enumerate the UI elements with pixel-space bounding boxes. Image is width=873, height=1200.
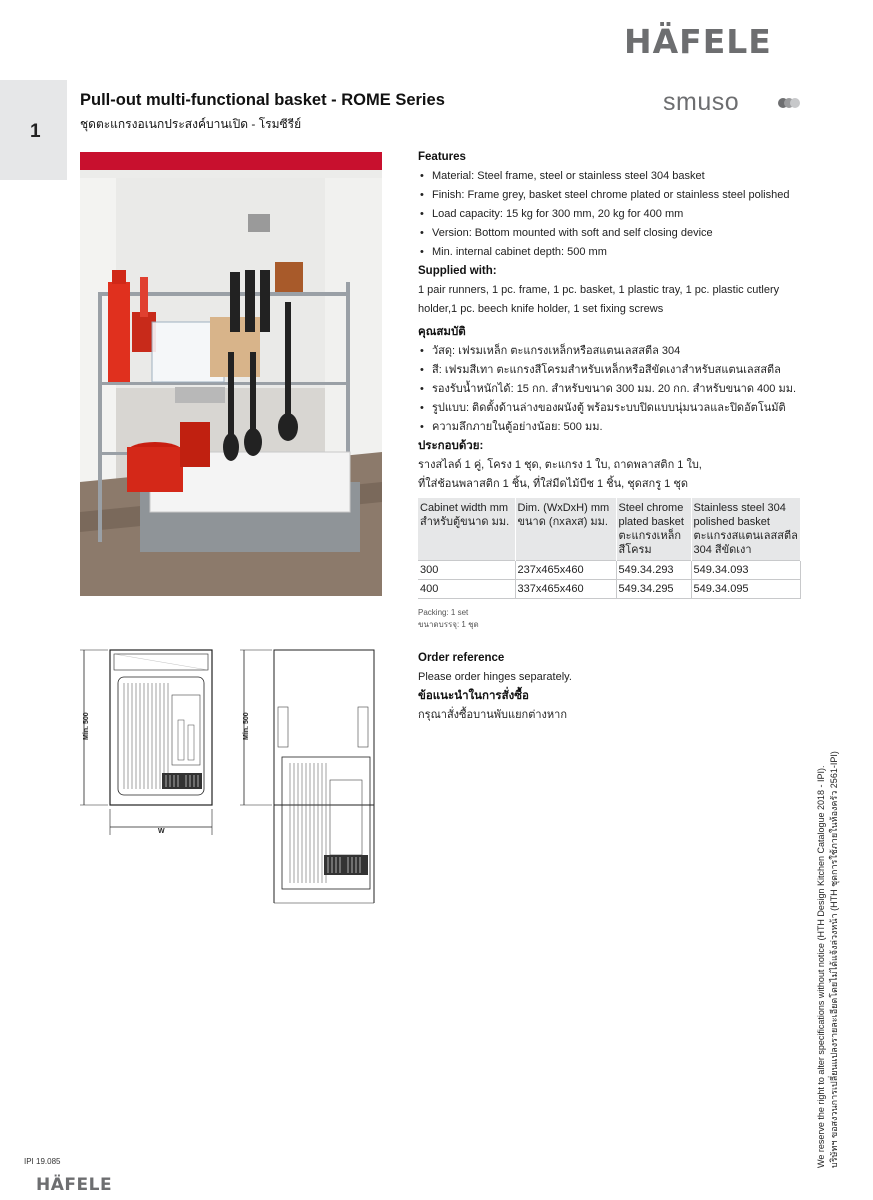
table-header-row <box>418 498 801 561</box>
order-text: Please order hinges separately. <box>418 671 572 683</box>
smuso-logo-dots-icon <box>778 95 802 111</box>
header-line: plated basket <box>618 516 684 528</box>
packing-note <box>418 607 479 631</box>
header-line: สีโครม <box>618 544 652 556</box>
features-heading-th: คุณสมบัติ <box>418 326 466 338</box>
feature-item: • Min. internal cabinet depth: 500 mm <box>418 243 818 262</box>
feature-item-th: • สี: เฟรมสีเทา ตะแกรงสีโครมสำหรับเหล็กหรือสีขัดเงาสำหรับสแตนเลสสตีล <box>418 361 818 380</box>
packing-en: Packing: 1 set <box>418 608 469 617</box>
features-section-th <box>418 323 818 494</box>
table-cell: 549.34.093 <box>691 561 801 580</box>
order-heading: Order reference <box>418 652 505 664</box>
feature-item: • Finish: Frame grey, basket steel chrome plated or stainless steel polished <box>418 186 818 205</box>
hafele-footer-logo: HÄFELE <box>36 1175 113 1195</box>
table-header-cell <box>616 498 691 561</box>
feature-item-th: • รูปแบบ: ติดตั้งด้านล่างของผนังตู้ พร้อมระบบปิดแบบนุ่มนวลและปิดอัตโนมัติ <box>418 399 818 418</box>
supplied-text-th: ที่ใส่ช้อนพลาสติก 1 ชิ้น, ที่ใส่มีดไม้บีช 1 ชิ้น, ชุดสกรู 1 ชุด <box>418 478 688 490</box>
header-line: ตะแกรงเหล็ก <box>618 530 681 542</box>
table-header-cell <box>418 498 515 561</box>
feature-item-th: • วัสดุ: เฟรมเหล็ก ตะแกรงเหล็กหรือสแตนเลสสตีล 304 <box>418 342 818 361</box>
header-line: Stainless steel 304 <box>693 502 786 514</box>
min-height-label: Min. 500 <box>243 712 250 740</box>
chapter-number: 1 <box>30 121 41 142</box>
feature-item: • Version: Bottom mounted with soft and self closing device <box>418 224 818 243</box>
order-heading-th: ข้อแนะนำในการสั่งซื้อ <box>418 690 529 702</box>
disclaimer-th: บริษัทฯ ขอสงวนการเปลี่ยนแปลงรายละเอียดโดยไม่ได้แจ้งล่วงหน้า (HTH ชุดการใช้ภายในห้องครัว 2561-IPI) <box>829 751 839 1168</box>
header-line: ขนาด (กxลxส) มม. <box>517 516 608 528</box>
feature-item: • Load capacity: 15 kg for 300 mm, 20 kg for 400 mm <box>418 205 818 224</box>
side-view-drawing <box>238 645 383 910</box>
order-text-th: กรุณาสั่งซื้อบานพับแยกต่างหาก <box>418 709 567 721</box>
page-code: IPI 19.085 <box>24 1157 61 1166</box>
product-photo <box>80 152 382 596</box>
supplied-text: 1 pair runners, 1 pc. frame, 1 pc. basket, 1 plastic tray, 1 pc. plastic cutlery <box>418 284 780 296</box>
table-cell: 400 <box>418 580 515 599</box>
table-cell: 549.34.293 <box>616 561 691 580</box>
page-title: Pull-out multi-functional basket - ROME Series <box>80 91 445 109</box>
disclaimer-en: We reserve the right to alter specifications without notice (HTH Design Kitchen Catalogue 2018 - IPI). <box>816 765 826 1168</box>
table-cell: 337x465x460 <box>515 580 616 599</box>
header-line: Steel chrome <box>618 502 684 514</box>
width-label: W <box>158 828 165 835</box>
header-line: polished basket <box>693 516 770 528</box>
feature-item-th: • รองรับน้ำหนักได้: 15 กก. สำหรับขนาด 300 มม. 20 กก. สำหรับขนาด 400 มม. <box>418 380 818 399</box>
table-cell: 237x465x460 <box>515 561 616 580</box>
table-cell: 549.34.095 <box>691 580 801 599</box>
header-line: Dim. (WxDxH) mm <box>517 502 610 514</box>
feature-item: • Material: Steel frame, steel or stainless steel 304 basket <box>418 167 818 186</box>
hafele-logo: HÄFELE <box>624 22 772 61</box>
table-header-cell <box>691 498 801 561</box>
table-row <box>418 580 801 599</box>
features-heading: Features <box>418 151 466 163</box>
page-subtitle: ชุดตะแกรงอเนกประสงค์บานเปิด - โรมซีรีย์ <box>80 117 302 131</box>
header-line: สำหรับตู้ขนาด มม. <box>420 516 510 528</box>
table-header-cell <box>515 498 616 561</box>
table-cell: 300 <box>418 561 515 580</box>
packing-th: ขนาดบรรจุ: 1 ชุด <box>418 620 479 629</box>
header-line: 304 สีขัดเงา <box>693 544 752 556</box>
supplied-heading: Supplied with: <box>418 265 497 277</box>
table-cell: 549.34.295 <box>616 580 691 599</box>
min-height-label: Min. 500 <box>83 712 90 740</box>
feature-item-th: • ความลึกภายในตู้อย่างน้อย: 500 มม. <box>418 418 818 437</box>
header-line: Cabinet width mm <box>420 502 509 514</box>
supplied-text: holder,1 pc. beech knife holder, 1 set fixing screws <box>418 303 664 315</box>
smuso-logo: smuso <box>663 88 740 116</box>
features-section-en <box>418 148 818 319</box>
supplied-text-th: รางสไลด์ 1 คู่, โครง 1 ชุด, ตะแกรง 1 ใบ, ถาดพลาสติก 1 ใบ, <box>418 459 702 471</box>
spec-table <box>418 498 801 599</box>
disclaimer <box>815 751 841 1168</box>
table-row <box>418 561 801 580</box>
front-view-drawing <box>78 645 228 845</box>
header-line: ตะแกรงสแตนเลสสตีล <box>693 530 798 542</box>
supplied-heading-th: ประกอบด้วย: <box>418 440 484 452</box>
order-reference-section <box>418 649 818 725</box>
